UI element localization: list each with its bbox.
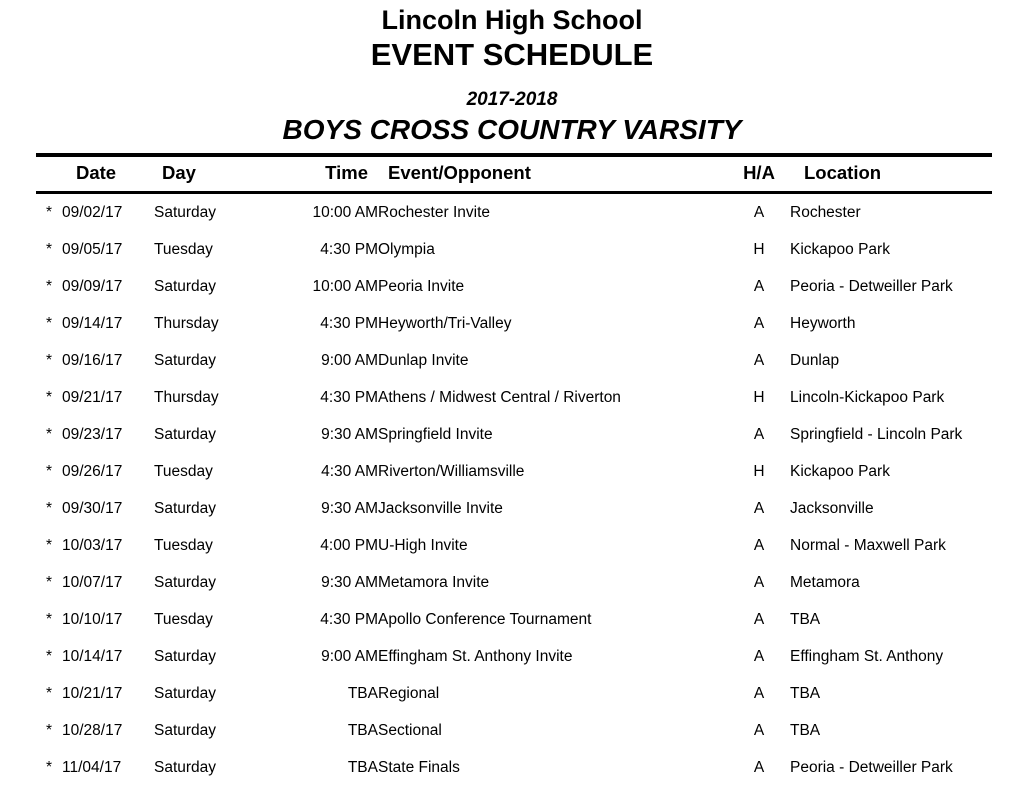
row-event: Athens / Midwest Central / Riverton [378, 389, 621, 406]
row-star: * [45, 722, 53, 739]
row-time: 10:00 AM [312, 204, 378, 221]
row-time: 4:00 PM [320, 537, 378, 554]
table-row [36, 490, 992, 527]
row-location: Heyworth [790, 315, 856, 332]
row-day: Saturday [154, 722, 217, 739]
table-row [36, 416, 992, 453]
row-ha: H [753, 241, 765, 258]
row-event: Regional [378, 685, 440, 702]
row-date: 09/21/17 [62, 389, 123, 406]
row-event: Dunlap Invite [378, 352, 469, 369]
row-ha: A [753, 685, 765, 702]
row-star: * [45, 315, 53, 332]
table-header-row [36, 157, 992, 193]
table-row [36, 675, 992, 712]
row-star: * [45, 463, 53, 480]
row-location: Normal - Maxwell Park [790, 537, 946, 554]
row-day: Tuesday [154, 241, 213, 258]
row-star: * [45, 278, 53, 295]
row-event: Rochester Invite [378, 204, 490, 221]
row-location: Dunlap [790, 352, 840, 369]
row-event: Apollo Conference Tournament [378, 611, 592, 628]
row-date: 09/14/17 [62, 315, 123, 332]
row-time: 9:00 AM [321, 648, 378, 665]
table-row [36, 268, 992, 305]
row-event: Sectional [378, 722, 442, 739]
row-star: * [45, 759, 53, 776]
row-date: 09/09/17 [62, 278, 123, 295]
row-date: 09/26/17 [62, 463, 123, 480]
row-star: * [45, 352, 53, 369]
row-star: * [45, 611, 53, 628]
column-header-time: Time [274, 157, 378, 193]
row-ha: A [753, 204, 765, 221]
row-day: Tuesday [154, 463, 213, 480]
row-ha: A [753, 759, 765, 776]
row-event: Metamora Invite [378, 574, 490, 591]
row-location: TBA [790, 611, 821, 628]
row-day: Saturday [154, 278, 217, 295]
row-time: 4:30 PM [320, 389, 378, 406]
season-label: 2017-2018 [466, 89, 558, 110]
row-date: 09/02/17 [62, 204, 123, 221]
row-event: Effingham St. Anthony Invite [378, 648, 573, 665]
table-row [36, 564, 992, 601]
row-ha: A [753, 537, 765, 554]
row-day: Tuesday [154, 611, 213, 628]
table-row [36, 638, 992, 675]
row-ha: A [753, 574, 765, 591]
row-day: Saturday [154, 648, 217, 665]
table-row [36, 712, 992, 749]
page-title: EVENT SCHEDULE [370, 37, 654, 72]
row-time: 10:00 AM [312, 278, 378, 295]
column-header-day: Day [154, 157, 274, 193]
column-header-location: Location [790, 157, 992, 193]
table-row [36, 231, 992, 268]
table-row [36, 527, 992, 564]
row-time: TBA [347, 759, 378, 776]
row-ha: A [753, 611, 765, 628]
row-star: * [45, 537, 53, 554]
row-location: Jacksonville [790, 500, 874, 517]
row-event: Olympia [378, 241, 435, 258]
column-header-ha: H/A [728, 157, 790, 193]
column-header-date: Date [62, 157, 154, 193]
row-star: * [45, 389, 53, 406]
row-date: 10/21/17 [62, 685, 123, 702]
row-time: 4:30 PM [320, 315, 378, 332]
row-day: Thursday [154, 315, 219, 332]
row-event: Peoria Invite [378, 278, 465, 295]
row-ha: A [753, 352, 765, 369]
table-row [36, 342, 992, 379]
row-ha: A [753, 500, 765, 517]
schedule-table [36, 157, 992, 786]
row-star: * [45, 574, 53, 591]
row-location: Metamora [790, 574, 860, 591]
schedule-table-body [36, 193, 992, 787]
row-day: Saturday [154, 352, 217, 369]
table-row [36, 453, 992, 490]
row-location: Springfield - Lincoln Park [790, 426, 963, 443]
row-ha: H [753, 389, 765, 406]
row-time: TBA [347, 685, 378, 702]
row-location: Peoria - Detweiller Park [790, 759, 953, 776]
row-star: * [45, 685, 53, 702]
row-star: * [45, 648, 53, 665]
row-location: Effingham St. Anthony [790, 648, 944, 665]
row-location: Kickapoo Park [790, 463, 890, 480]
table-row [36, 305, 992, 342]
row-location: Lincoln-Kickapoo Park [790, 389, 945, 406]
row-event: Riverton/Williamsville [378, 463, 525, 480]
row-day: Saturday [154, 574, 217, 591]
sport-label: BOYS CROSS COUNTRY VARSITY [282, 114, 742, 145]
row-ha: H [753, 463, 765, 480]
school-name: Lincoln High School [381, 5, 643, 35]
column-header-event: Event/Opponent [378, 157, 728, 193]
row-time: 4:30 AM [321, 463, 378, 480]
row-event: Heyworth/Tri-Valley [378, 315, 512, 332]
row-time: 9:30 AM [321, 426, 378, 443]
row-event: Jacksonville Invite [378, 500, 503, 517]
row-ha: A [753, 278, 765, 295]
row-date: 11/04/17 [62, 759, 122, 776]
row-time: 9:00 AM [321, 352, 378, 369]
row-date: 09/30/17 [62, 500, 123, 517]
row-location: Kickapoo Park [790, 241, 890, 258]
row-ha: A [753, 426, 765, 443]
row-date: 10/14/17 [62, 648, 123, 665]
row-event: State Finals [378, 759, 460, 776]
row-date: 10/07/17 [62, 574, 123, 591]
row-date: 10/03/17 [62, 537, 123, 554]
row-day: Saturday [154, 426, 217, 443]
row-day: Saturday [154, 685, 217, 702]
row-time: 4:30 PM [320, 611, 378, 628]
row-time: 9:30 AM [321, 500, 378, 517]
row-star: * [45, 426, 53, 443]
row-day: Saturday [154, 500, 217, 517]
row-date: 10/10/17 [62, 611, 123, 628]
row-star: * [45, 241, 53, 258]
table-row [36, 749, 992, 786]
row-ha: A [753, 315, 765, 332]
row-location: TBA [790, 722, 821, 739]
row-day: Thursday [154, 389, 219, 406]
row-time: 9:30 AM [321, 574, 378, 591]
column-header-star [36, 157, 62, 193]
row-date: 10/28/17 [62, 722, 123, 739]
row-location: Peoria - Detweiller Park [790, 278, 953, 295]
row-day: Tuesday [154, 537, 213, 554]
row-day: Saturday [154, 759, 217, 776]
row-star: * [45, 500, 53, 517]
table-row [36, 193, 992, 232]
table-row [36, 379, 992, 416]
row-time: 4:30 PM [320, 241, 378, 258]
row-day: Saturday [154, 204, 217, 221]
row-date: 09/05/17 [62, 241, 123, 258]
row-location: Rochester [790, 204, 861, 221]
row-star: * [45, 204, 53, 221]
row-location: TBA [790, 685, 821, 702]
row-time: TBA [347, 722, 378, 739]
row-ha: A [753, 648, 765, 665]
row-event: U-High Invite [378, 537, 468, 554]
row-date: 09/23/17 [62, 426, 123, 443]
table-row [36, 601, 992, 638]
row-ha: A [753, 722, 765, 739]
document-header [0, 0, 1024, 147]
row-event: Springfield Invite [378, 426, 493, 443]
row-date: 09/16/17 [62, 352, 123, 369]
